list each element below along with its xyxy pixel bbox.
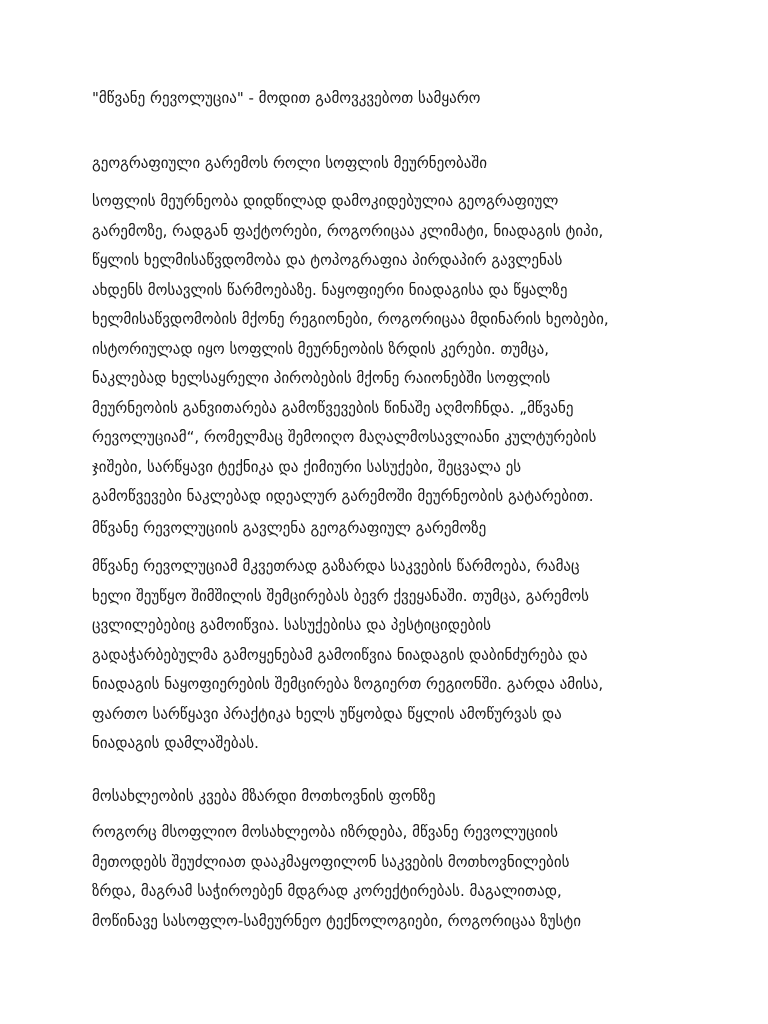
paragraph-line: ცვლილებებიც გამოიწვია. სასუქებისა და პესტიციდების bbox=[92, 616, 491, 634]
paragraph-line: მწვანე რევოლუციამ მკვეთრად გაზარდა საკვების წარმოება, რამაც bbox=[92, 557, 580, 575]
paragraph-line: ახდენს მოსავლის წარმოებაზე. ნაყოფიერი ნიადაგისა და წყალზე bbox=[92, 280, 568, 299]
section-paragraph-population-feeding bbox=[92, 818, 692, 936]
section-heading-green-revolution-impact: მწვანე რევოლუციის გავლენა გეოგრაფიულ გარემოზე bbox=[92, 519, 487, 537]
section-paragraph-green-revolution-impact bbox=[92, 552, 692, 759]
paragraph-line: ფართო სარწყავი პრაქტიკა ხელს უწყობდა წყლის ამოწურვას და bbox=[92, 704, 562, 723]
section-heading-population-feeding: მოსახლეობის კვება მზარდი მოთხოვნის ფონზე bbox=[92, 787, 436, 805]
paragraph-line: მეურნეობის განვითარება გამოწვევების წინაშე აღმოჩნდა. „მწვანე bbox=[92, 398, 574, 417]
paragraph-line: ნაკლებად ხელსაყრელი პირობების მქონე რაიონებში სოფლის bbox=[92, 369, 551, 387]
paragraph-line: რევოლუციამ“, რომელმაც შემოიღო მაღალმოსავლიანი კულტურების bbox=[92, 428, 597, 446]
paragraph-line: ხელმისაწვდომობის მქონე რეგიონები, როგორიცაა მდინარის ხეობები, bbox=[92, 310, 609, 328]
paragraph-line: როგორც მსოფლიო მოსახლეობა იზრდება, მწვანე რევოლუციის bbox=[92, 823, 559, 841]
paragraph-line: გამოწვევები ნაკლებად იდეალურ გარემოში მეურნეობის გატარებით. bbox=[92, 487, 594, 505]
paragraph-line: მოწინავე სასოფლო-სამეურნეო ტექნოლოგიები, როგორიცაა ზუსტი bbox=[92, 911, 581, 930]
paragraph-line: გადაჭარბებულმა გამოყენებამ გამოიწვია ნიადაგის დაბინძურება და bbox=[92, 645, 588, 664]
section-paragraph-geography-role bbox=[92, 187, 692, 512]
paragraph-line: წყლის ხელმისაწვდომობა და ტოპოგრაფია პირდაპირ გავლენას bbox=[92, 251, 563, 269]
paragraph-line: ნიადაგის დამლაშებას. bbox=[92, 734, 259, 752]
section-heading-geography-role: გეოგრაფიული გარემოს როლი სოფლის მეურნეობაში bbox=[92, 154, 487, 172]
paragraph-line: ნიადაგის ნაყოფიერების შემცირება ზოგიერთ რეგიონში. გარდა ამისა, bbox=[92, 675, 604, 693]
paragraph-line: სოფლის მეურნეობა დიდწილად დამოკიდებულია გეოგრაფიულ bbox=[92, 192, 559, 210]
paragraph-line: მეთოდებს შეუძლიათ დააკმაყოფილონ საკვების მოთხოვნილების bbox=[92, 852, 570, 871]
paragraph-line: გარემოზე, რადგან ფაქტორები, როგორიცაა კლიმატი, ნიადაგის ტიპი, bbox=[92, 221, 604, 240]
document-title: "მწვანე რევოლუცია" - მოდით გამოვკვებოთ სამყარო bbox=[92, 89, 481, 107]
paragraph-line: ჯიშები, სარწყავი ტექნიკა და ქიმიური სასუქები, შეცვალა ეს bbox=[92, 457, 522, 476]
paragraph-line: ისტორიულად იყო სოფლის მეურნეობის ზრდის კერები. თუმცა, bbox=[92, 339, 550, 358]
paragraph-line: ზრდა, მაგრამ საჭიროებენ მდგრად კორექტირებას. მაგალითად, bbox=[92, 882, 562, 900]
paragraph-line: ხელი შეუწყო შიმშილის შემცირებას ბევრ ქვეყანაში. თუმცა, გარემოს bbox=[92, 586, 590, 605]
